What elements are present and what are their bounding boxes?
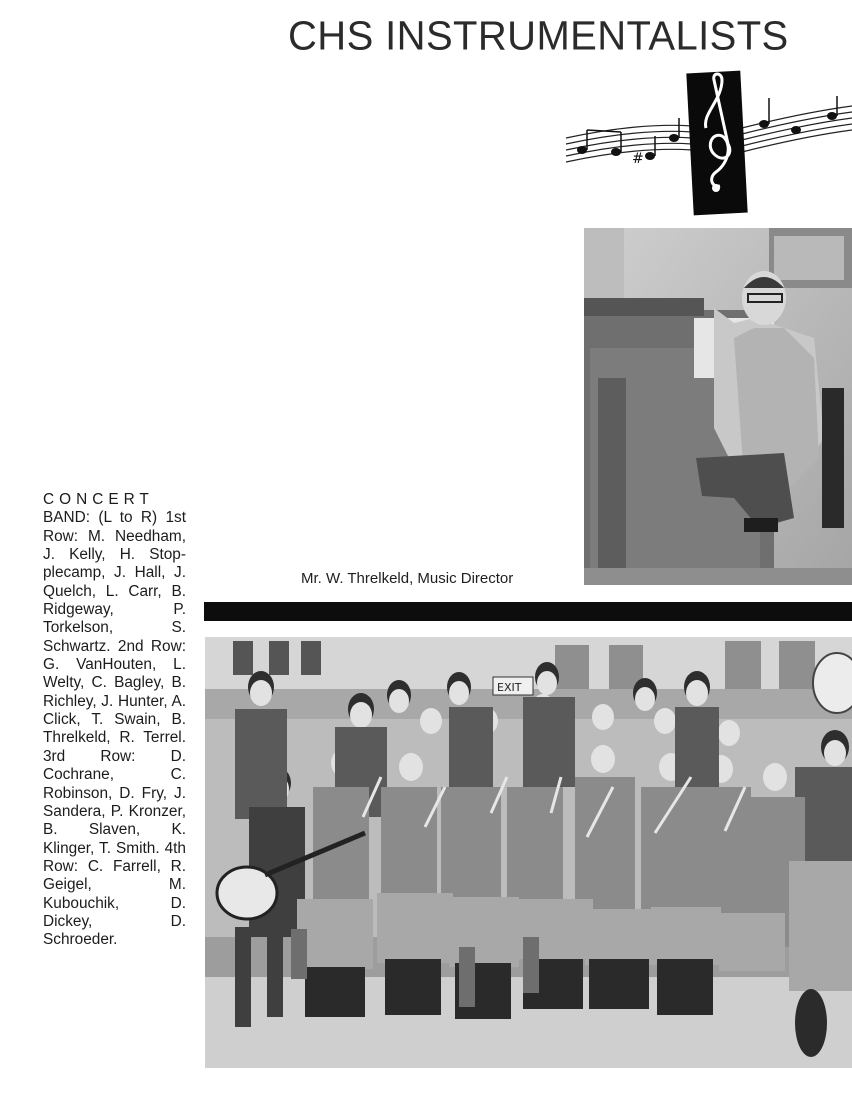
svg-text:#: # bbox=[632, 151, 644, 167]
divider-bar bbox=[204, 602, 852, 621]
concert-band-photo bbox=[205, 637, 852, 1068]
band-caption-body: BAND: (L to R) 1st Row: M. Needham, J. Kelly, H. Stopplecamp, J. Hall, J. Quelch, L. Carr, B. Ridgeway, P. Torkelson, S. Schwartz. 2nd Row: G. VanHouten, L. Welty, C. Bagley, B. Richley, J. Hunter, A. Click, T. Swain, B. Threlkeld, R. Terrel. 3rd Row: D. Cochrane, C. Robinson, D. Fry, J. Sandera, P. Kronzer, B. Slaven, K. Klinger, T. Smith. 4th Row: C. Farrell, R. Geigel, M. Kubouchik, D. Dickey, D. Schroeder. bbox=[43, 509, 186, 949]
music-director-photo bbox=[584, 228, 852, 585]
svg-text:EXIT: EXIT bbox=[497, 681, 522, 694]
band-roster-caption bbox=[43, 491, 186, 950]
page-title: CHS INSTRUMENTALISTS bbox=[288, 13, 789, 59]
director-caption: Mr. W. Threlkeld, Music Director bbox=[301, 570, 514, 587]
band-caption-heading: CONCERT bbox=[43, 491, 154, 508]
music-staff-treble-clef-icon bbox=[562, 66, 852, 218]
